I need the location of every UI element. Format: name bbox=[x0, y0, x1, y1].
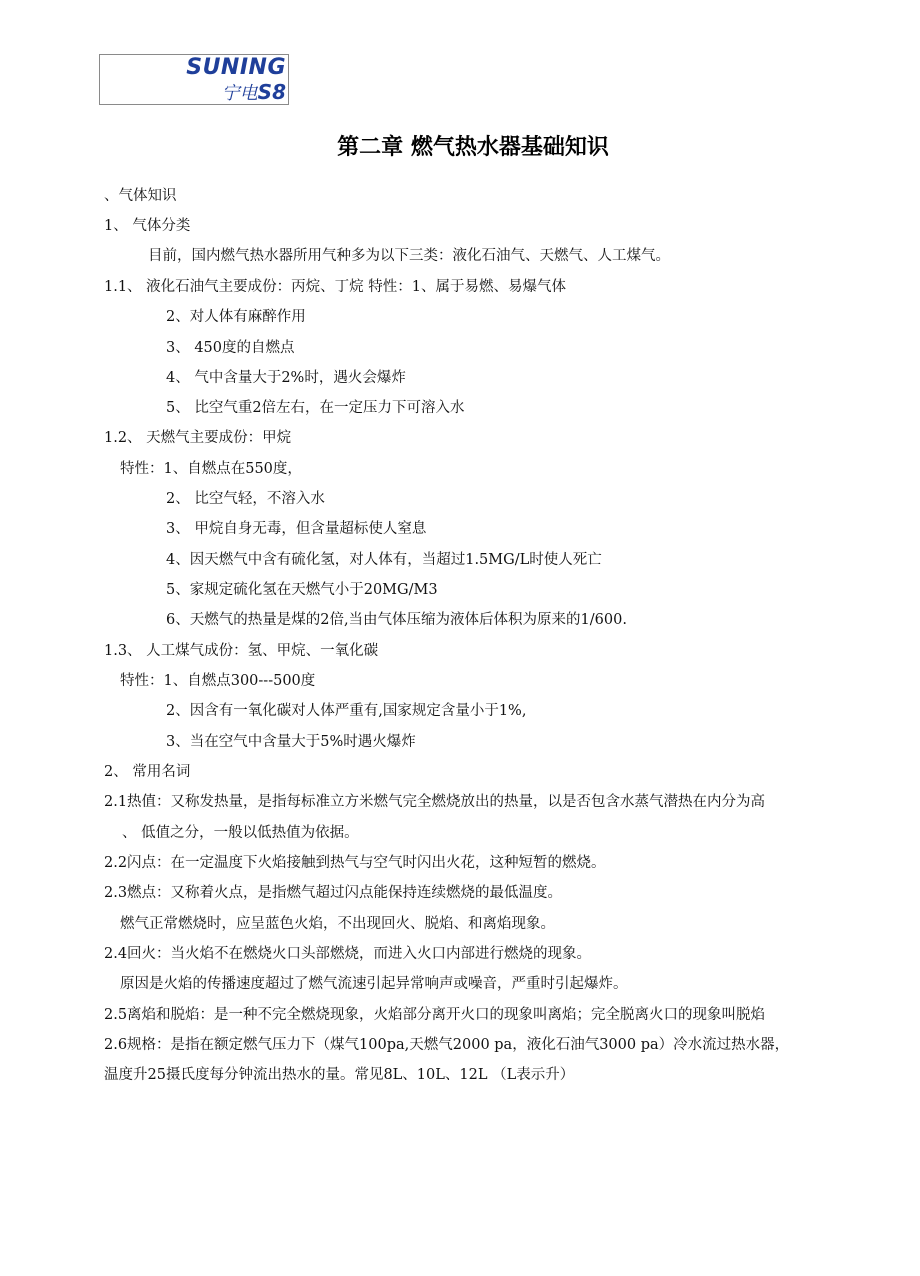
coal-gas-property-2: 2、因含有一氧化碳对人体严重有,国家规定含量小于1%, bbox=[166, 703, 527, 719]
logo-brand-en: SUNING bbox=[186, 55, 286, 80]
paragraph-gas-types: 目前，国内燃气热水器所用气种多为以下三类：液化石油气、天燃气、人工煤气。 bbox=[148, 248, 670, 264]
logo-model: S8 bbox=[257, 80, 286, 104]
heading-lpg: 1.1、 液化石油气主要成份：丙烷、丁烷 特性：1、属于易燃、易爆气体 bbox=[104, 279, 567, 295]
coal-gas-property-1: 特性：1、自燃点300---500度 bbox=[120, 673, 316, 689]
term-flash-point: 2.2闪点：在一定温度下火焰接触到热气与空气时闪出火花，这种短暂的燃烧。 bbox=[104, 855, 606, 871]
logo-brand-cn bbox=[222, 80, 286, 106]
section-heading-gas-knowledge: 、气体知识 bbox=[104, 188, 177, 204]
term-ignition-point: 2.3燃点：又称着火点，是指燃气超过闪点能保持连续燃烧的最低温度。 bbox=[104, 885, 563, 901]
natural-gas-property-4: 4、因天燃气中含有硫化氢，对人体有，当超过1.5MG/L时使人死亡 bbox=[166, 552, 602, 568]
coal-gas-property-3: 3、当在空气中含量大于5%时遇火爆炸 bbox=[166, 734, 416, 750]
natural-gas-property-6: 6、天燃气的热量是煤的2倍,当由气体压缩为液体后体积为原来的1/600. bbox=[166, 612, 627, 628]
natural-gas-property-2: 2、 比空气轻，不溶入水 bbox=[166, 491, 325, 507]
suning-logo bbox=[99, 54, 289, 105]
heading-common-terms: 2、 常用名词 bbox=[104, 764, 191, 780]
lpg-property-5: 5、 比空气重2倍左右，在一定压力下可溶入水 bbox=[166, 400, 465, 416]
normal-combustion-note: 燃气正常燃烧时，应呈蓝色火焰，不出现回火、脱焰、和离焰现象。 bbox=[120, 916, 555, 932]
logo-brand-cn-text: 宁电 bbox=[221, 83, 258, 104]
term-heat-value-cont: 、 低值之分，一般以低热值为依据。 bbox=[122, 825, 359, 841]
lpg-property-4: 4、 气中含量大于2%时，遇火会爆炸 bbox=[166, 370, 406, 386]
lpg-property-2: 2、对人体有麻醉作用 bbox=[166, 309, 306, 325]
heading-natural-gas: 1.2、 天燃气主要成份：甲烷 bbox=[104, 430, 292, 446]
lpg-property-3: 3、 450度的自燃点 bbox=[166, 340, 295, 356]
term-flame-lift: 2.5离焰和脱焰：是一种不完全燃烧现象，火焰部分离开火口的现象叫离焰；完全脱离火口的现象叫脱焰 bbox=[104, 1007, 766, 1023]
term-flashback: 2.4回火：当火焰不在燃烧火口头部燃烧，而进入火口内部进行燃烧的现象。 bbox=[104, 946, 592, 962]
heading-gas-classification: 1、 气体分类 bbox=[104, 218, 191, 234]
term-heat-value: 2.1热值：又称发热量，是指每标准立方米燃气完全燃烧放出的热量，以是否包含水蒸气潜热在内分为高 bbox=[104, 794, 766, 810]
natural-gas-property-5: 5、家规定硫化氢在天燃气小于20MG/M3 bbox=[166, 582, 438, 598]
flashback-cause: 原因是火焰的传播速度超过了燃气流速引起异常响声或噪音，严重时引起爆炸。 bbox=[120, 976, 628, 992]
term-specification: 2.6规格：是指在额定燃气压力下（煤气100pa,天燃气2000 pa，液化石油气3000 pa）冷水流过热水器， bbox=[104, 1037, 790, 1053]
term-specification-cont: 温度升25摄氏度每分钟流出热水的量。常见8L、10L、12L （L表示升） bbox=[104, 1067, 575, 1083]
heading-coal-gas: 1.3、 人工煤气成份：氢、甲烷、一氧化碳 bbox=[104, 643, 379, 659]
chapter-title: 第二章 燃气热水器基础知识 bbox=[337, 135, 609, 160]
natural-gas-property-3: 3、 甲烷自身无毒，但含量超标使人窒息 bbox=[166, 521, 427, 537]
natural-gas-property-1: 特性：1、自燃点在550度， bbox=[120, 461, 302, 477]
